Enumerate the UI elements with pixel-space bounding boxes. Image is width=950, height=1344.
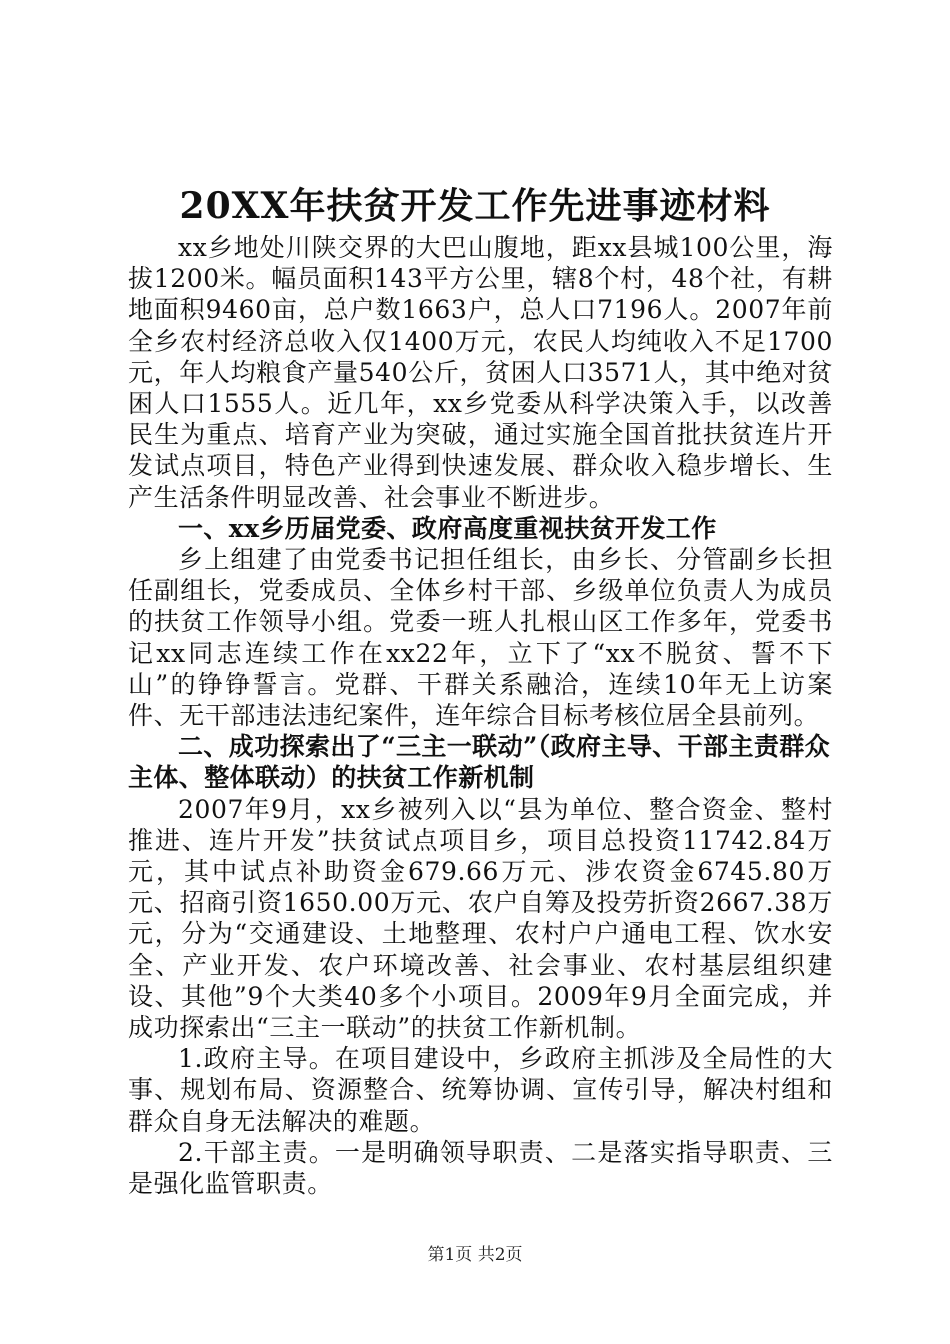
document-title: 20XX年扶贫开发工作先进事迹材料 xyxy=(179,185,771,227)
page-footer: 第1页 共2页 xyxy=(427,1245,523,1265)
item-2-paragraph: 2.干部主责。一是明确领导职责、二是落实指导职责、三是强化监管职责。 xyxy=(128,1137,833,1199)
section-heading-1: 一、xx乡历届党委、政府高度重视扶贫开发工作 xyxy=(178,513,717,543)
section-1-paragraph: 乡上组建了由党委书记担任组长，由乡长、分管副乡长担任副组长，党委成员、全体乡村干部、乡级单位负责人为成员的扶贫工作领导小组。党委一班人扎根山区工作多年，党委书记xx同志连续工作在xx22年，立下了“xx不脱贫、誓不下山”的铮铮誓言。党群、干群关系融洽，连续10年无上访案件、无干部违法违纪案件，连年综合目标考核位居全县前列。 xyxy=(128,545,833,731)
section-heading-2: 二、成功探索出了“三主一联动”（政府主导、干部主责群众主体、整体联动）的扶贫工作新机制 xyxy=(128,732,831,793)
intro-paragraph: xx乡地处川陕交界的大巴山腹地，距xx县城100公里，海拔1200米。幅员面积143平方公里，辖8个村，48个社，有耕地面积9460亩，总户数1663户，总人口7196人。2007年前全乡农村经济总收入仅1400万元，农民人均纯收入不足1700元，年人均粮食产量540公斤，贫困人口3571人，其中绝对贫困人口1555人。近几年，xx乡党委从科学决策入手，以改善民生为重点、培育产业为突破，通过实施全国首批扶贫连片开发试点项目，特色产业得到快速发展、群众收入稳步增长、生产生活条件明显改善、社会事业不断进步。 xyxy=(128,233,833,512)
item-1-paragraph: 1.政府主导。在项目建设中，乡政府主抓涉及全局性的大事、规划布局、资源整合、统筹协调、宣传引导，解决村组和群众自身无法解决的难题。 xyxy=(128,1044,833,1136)
document-body xyxy=(128,232,833,1199)
section-2-paragraph: 2007年9月，xx乡被列入以“县为单位、整合资金、整村推进、连片开发”扶贫试点项目乡，项目总投资11742.84万元，其中试点补助资金679.66万元、涉农资金6745.80万元、招商引资1650.00万元、农户自筹及投劳折资2667.38万元，分为“交通建设、土地整理、农村户户通电工程、饮水安全、产业开发、农户环境改善、社会事业、农村基层组织建设、其他”9个大类40多个小项目。2009年9月全面完成，并成功探索出“三主一联动”的扶贫工作新机制。 xyxy=(128,794,833,1043)
